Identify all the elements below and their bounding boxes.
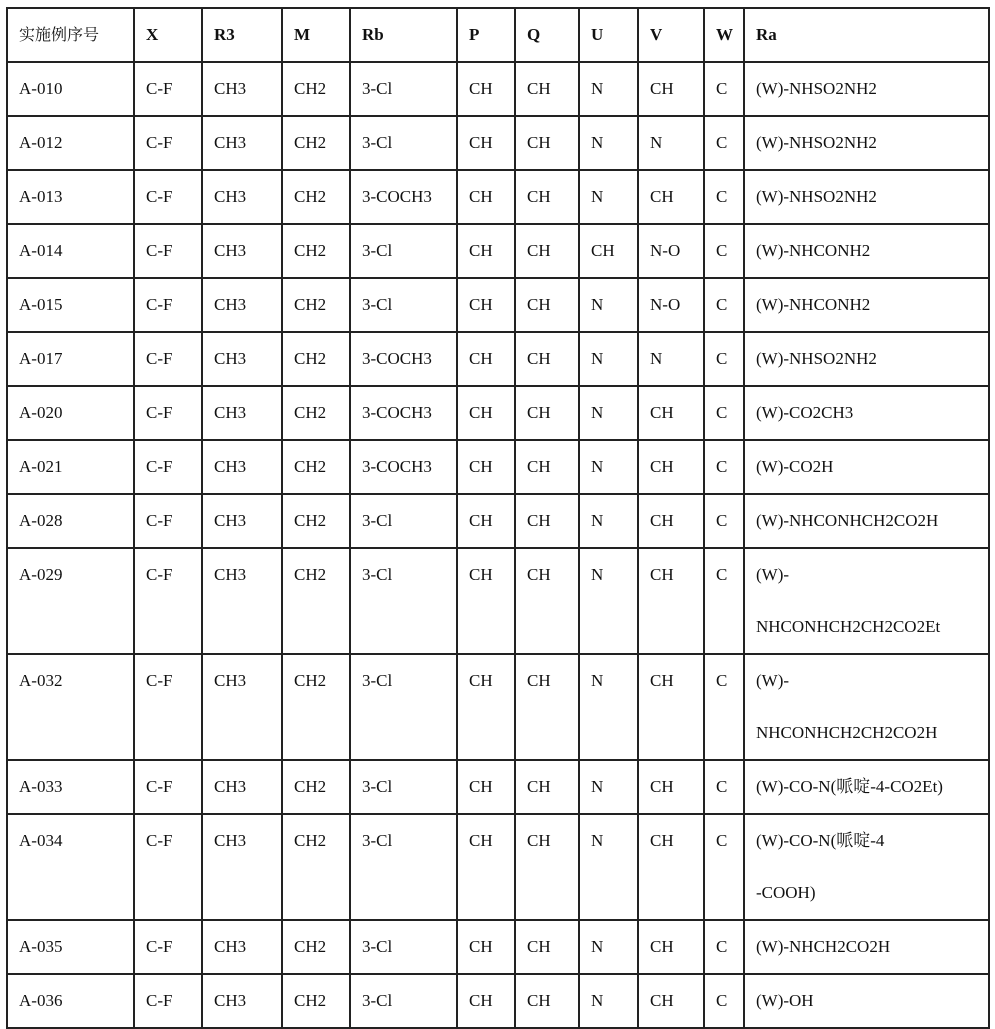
header-rb: Rb — [350, 8, 457, 62]
cell-m: CH2 — [282, 760, 350, 814]
table-row — [7, 760, 989, 814]
cell-example-number: A-010 — [7, 62, 134, 116]
cell-ra — [744, 814, 989, 920]
cell-u: N — [579, 654, 638, 760]
cell-w: C — [704, 974, 744, 1028]
cell-x: C-F — [134, 440, 202, 494]
cell-ra — [744, 548, 989, 654]
cell-rb: 3-Cl — [350, 654, 457, 760]
cell-r3: CH3 — [202, 278, 282, 332]
cell-rb: 3-Cl — [350, 760, 457, 814]
cell-example-number: A-017 — [7, 332, 134, 386]
cell-w: C — [704, 224, 744, 278]
cell-w: C — [704, 548, 744, 654]
cell-q: CH — [515, 62, 579, 116]
cell-x: C-F — [134, 386, 202, 440]
cell-w: C — [704, 920, 744, 974]
cell-m: CH2 — [282, 332, 350, 386]
cell-x: C-F — [134, 224, 202, 278]
cell-m: CH2 — [282, 62, 350, 116]
cell-ra — [744, 440, 989, 494]
cell-u: N — [579, 920, 638, 974]
cell-x: C-F — [134, 654, 202, 760]
cell-r3: CH3 — [202, 654, 282, 760]
cell-u: N — [579, 170, 638, 224]
cell-q: CH — [515, 548, 579, 654]
ra-line: (W)-NHSO2NH2 — [756, 133, 877, 152]
cell-q: CH — [515, 814, 579, 920]
cell-w: C — [704, 494, 744, 548]
cell-r3: CH3 — [202, 332, 282, 386]
cell-example-number: A-036 — [7, 974, 134, 1028]
cell-example-number: A-021 — [7, 440, 134, 494]
ra-line: (W)-CO2CH3 — [756, 403, 854, 422]
header-m: M — [282, 8, 350, 62]
ra-line: (W)-NHSO2NH2 — [756, 187, 877, 206]
cell-q: CH — [515, 440, 579, 494]
cell-ra — [744, 654, 989, 760]
header-row — [7, 8, 989, 62]
cell-p: CH — [457, 386, 515, 440]
ra-line: (W)- — [756, 671, 790, 690]
table-row — [7, 170, 989, 224]
cell-r3: CH3 — [202, 548, 282, 654]
cell-x: C-F — [134, 974, 202, 1028]
cell-m: CH2 — [282, 548, 350, 654]
cell-example-number: A-015 — [7, 278, 134, 332]
table-row — [7, 224, 989, 278]
header-q: Q — [515, 8, 579, 62]
cell-w: C — [704, 814, 744, 920]
cell-v: N — [638, 332, 704, 386]
cell-q: CH — [515, 386, 579, 440]
cell-x: C-F — [134, 920, 202, 974]
table-row — [7, 440, 989, 494]
cell-x: C-F — [134, 814, 202, 920]
cell-m: CH2 — [282, 654, 350, 760]
cell-rb: 3-COCH3 — [350, 170, 457, 224]
cell-example-number: A-033 — [7, 760, 134, 814]
cell-v: CH — [638, 654, 704, 760]
header-w: W — [704, 8, 744, 62]
cell-q: CH — [515, 974, 579, 1028]
cell-u: N — [579, 548, 638, 654]
table-row — [7, 494, 989, 548]
cell-v: N — [638, 116, 704, 170]
cell-m: CH2 — [282, 278, 350, 332]
cell-x: C-F — [134, 494, 202, 548]
cell-r3: CH3 — [202, 170, 282, 224]
cell-ra — [744, 224, 989, 278]
cell-p: CH — [457, 116, 515, 170]
cell-p: CH — [457, 760, 515, 814]
cell-r3: CH3 — [202, 814, 282, 920]
cell-x: C-F — [134, 760, 202, 814]
header-example-number: 实施例序号 — [7, 8, 134, 62]
cell-p: CH — [457, 224, 515, 278]
cell-rb: 3-Cl — [350, 920, 457, 974]
cell-rb: 3-Cl — [350, 62, 457, 116]
cell-ra — [744, 170, 989, 224]
cell-r3: CH3 — [202, 920, 282, 974]
cell-q: CH — [515, 654, 579, 760]
cell-example-number: A-034 — [7, 814, 134, 920]
cell-w: C — [704, 170, 744, 224]
table-row — [7, 814, 989, 920]
cell-p: CH — [457, 440, 515, 494]
cell-v: CH — [638, 974, 704, 1028]
cell-v: CH — [638, 494, 704, 548]
cell-ra — [744, 116, 989, 170]
cell-v: N-O — [638, 278, 704, 332]
cell-rb: 3-Cl — [350, 224, 457, 278]
header-u: U — [579, 8, 638, 62]
cell-r3: CH3 — [202, 62, 282, 116]
cell-ra — [744, 62, 989, 116]
cell-example-number: A-028 — [7, 494, 134, 548]
cell-q: CH — [515, 920, 579, 974]
ra-line: (W)-NHSO2NH2 — [756, 349, 877, 368]
table-body — [7, 62, 989, 1028]
cell-w: C — [704, 440, 744, 494]
cell-ra — [744, 386, 989, 440]
ra-line: (W)-NHCONH2 — [756, 295, 871, 314]
cell-u: N — [579, 116, 638, 170]
cell-rb: 3-COCH3 — [350, 332, 457, 386]
cell-ra — [744, 974, 989, 1028]
cell-q: CH — [515, 170, 579, 224]
cell-p: CH — [457, 814, 515, 920]
cell-u: N — [579, 386, 638, 440]
table-row — [7, 278, 989, 332]
cell-ra — [744, 760, 989, 814]
cell-m: CH2 — [282, 814, 350, 920]
cell-m: CH2 — [282, 224, 350, 278]
cell-ra — [744, 278, 989, 332]
cell-m: CH2 — [282, 386, 350, 440]
cell-rb: 3-Cl — [350, 116, 457, 170]
cell-m: CH2 — [282, 170, 350, 224]
cell-p: CH — [457, 920, 515, 974]
cell-v: CH — [638, 814, 704, 920]
cell-q: CH — [515, 760, 579, 814]
cell-x: C-F — [134, 278, 202, 332]
cell-m: CH2 — [282, 494, 350, 548]
ra-line: -COOH) — [756, 883, 816, 902]
cell-x: C-F — [134, 332, 202, 386]
compound-table — [6, 7, 990, 1029]
cell-q: CH — [515, 224, 579, 278]
cell-q: CH — [515, 494, 579, 548]
ra-line: NHCONHCH2CH2CO2Et — [756, 617, 941, 636]
cell-r3: CH3 — [202, 494, 282, 548]
cell-u: N — [579, 332, 638, 386]
table-row — [7, 654, 989, 760]
cell-r3: CH3 — [202, 974, 282, 1028]
table-row — [7, 62, 989, 116]
cell-ra — [744, 494, 989, 548]
cell-p: CH — [457, 548, 515, 654]
cell-m: CH2 — [282, 920, 350, 974]
cell-u: N — [579, 440, 638, 494]
cell-example-number: A-035 — [7, 920, 134, 974]
cell-v: CH — [638, 386, 704, 440]
ra-line: (W)-NHCONHCH2CO2H — [756, 511, 939, 530]
cell-q: CH — [515, 332, 579, 386]
cell-r3: CH3 — [202, 116, 282, 170]
cell-rb: 3-Cl — [350, 494, 457, 548]
cell-u: N — [579, 278, 638, 332]
cell-x: C-F — [134, 62, 202, 116]
cell-v: CH — [638, 548, 704, 654]
header-v: V — [638, 8, 704, 62]
cell-u: CH — [579, 224, 638, 278]
ra-line: (W)- — [756, 565, 790, 584]
table-row — [7, 920, 989, 974]
cell-example-number: A-014 — [7, 224, 134, 278]
cell-u: N — [579, 760, 638, 814]
cell-v: CH — [638, 920, 704, 974]
cell-example-number: A-020 — [7, 386, 134, 440]
cell-rb: 3-Cl — [350, 974, 457, 1028]
cell-p: CH — [457, 654, 515, 760]
cell-ra — [744, 332, 989, 386]
ra-line: (W)-CO2H — [756, 457, 834, 476]
cell-p: CH — [457, 62, 515, 116]
cell-u: N — [579, 494, 638, 548]
ra-line: (W)-NHCH2CO2H — [756, 937, 891, 956]
cell-p: CH — [457, 332, 515, 386]
cell-x: C-F — [134, 548, 202, 654]
cell-rb: 3-COCH3 — [350, 386, 457, 440]
cell-w: C — [704, 116, 744, 170]
cell-x: C-F — [134, 116, 202, 170]
ra-line: NHCONHCH2CH2CO2H — [756, 723, 938, 742]
cell-example-number: A-013 — [7, 170, 134, 224]
table-row — [7, 548, 989, 654]
cell-r3: CH3 — [202, 224, 282, 278]
ra-line: (W)-NHCONH2 — [756, 241, 871, 260]
cell-v: CH — [638, 62, 704, 116]
cell-example-number: A-012 — [7, 116, 134, 170]
cell-u: N — [579, 974, 638, 1028]
cell-v: CH — [638, 440, 704, 494]
cell-w: C — [704, 278, 744, 332]
ra-line: (W)-NHSO2NH2 — [756, 79, 877, 98]
cell-p: CH — [457, 170, 515, 224]
ra-line: (W)-OH — [756, 991, 814, 1010]
cell-p: CH — [457, 974, 515, 1028]
cell-r3: CH3 — [202, 386, 282, 440]
cell-example-number: A-032 — [7, 654, 134, 760]
cell-x: C-F — [134, 170, 202, 224]
cell-w: C — [704, 654, 744, 760]
cell-rb: 3-Cl — [350, 278, 457, 332]
cell-rb: 3-Cl — [350, 548, 457, 654]
cell-p: CH — [457, 494, 515, 548]
cell-v: N-O — [638, 224, 704, 278]
table-row — [7, 386, 989, 440]
cell-m: CH2 — [282, 116, 350, 170]
cell-rb: 3-COCH3 — [350, 440, 457, 494]
cell-rb: 3-Cl — [350, 814, 457, 920]
cell-r3: CH3 — [202, 440, 282, 494]
cell-m: CH2 — [282, 440, 350, 494]
ra-line: (W)-CO-N(哌啶-4 — [756, 831, 885, 850]
cell-q: CH — [515, 278, 579, 332]
header-p: P — [457, 8, 515, 62]
cell-u: N — [579, 814, 638, 920]
cell-w: C — [704, 62, 744, 116]
table-row — [7, 116, 989, 170]
cell-m: CH2 — [282, 974, 350, 1028]
table-row — [7, 332, 989, 386]
cell-q: CH — [515, 116, 579, 170]
cell-example-number: A-029 — [7, 548, 134, 654]
cell-v: CH — [638, 170, 704, 224]
cell-v: CH — [638, 760, 704, 814]
cell-ra — [744, 920, 989, 974]
header-r3: R3 — [202, 8, 282, 62]
header-x: X — [134, 8, 202, 62]
header-ra: Ra — [744, 8, 989, 62]
cell-w: C — [704, 386, 744, 440]
table-row — [7, 974, 989, 1028]
cell-w: C — [704, 760, 744, 814]
cell-u: N — [579, 62, 638, 116]
cell-p: CH — [457, 278, 515, 332]
ra-line: (W)-CO-N(哌啶-4-CO2Et) — [756, 777, 943, 796]
cell-w: C — [704, 332, 744, 386]
cell-r3: CH3 — [202, 760, 282, 814]
